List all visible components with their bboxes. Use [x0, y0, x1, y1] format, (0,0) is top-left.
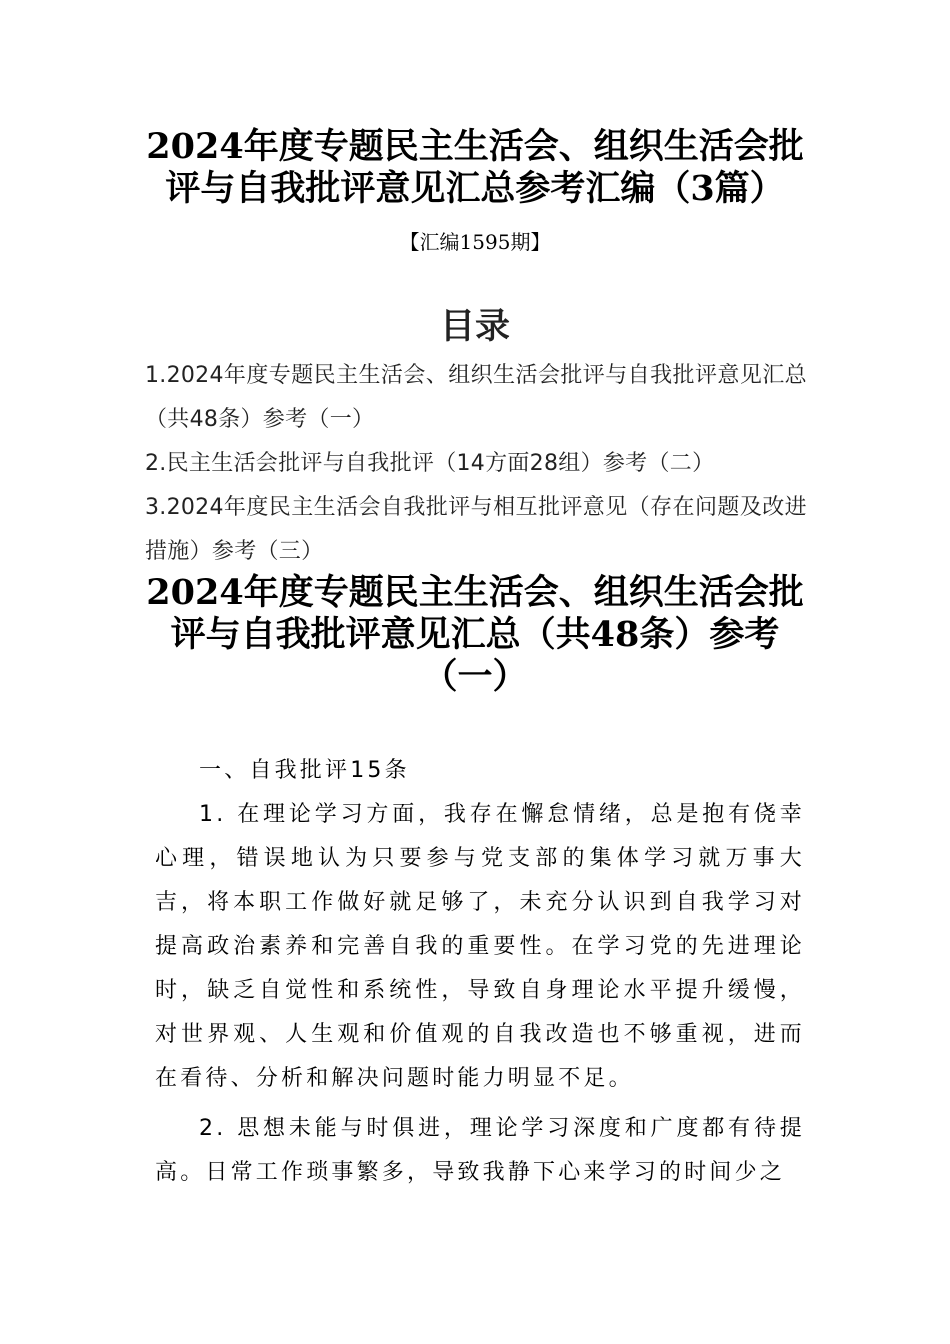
- toc-item-3[interactable]: 3.2024年度民主生活会自我批评与相互批评意见（存在问题及改进措施）参考（三）: [145, 495, 807, 564]
- paragraph-2: 2. 思想未能与时俱进，理论学习深度和广度都有待提高。日常工作琐事繁多，导致我静下心来学习的时间少之: [155, 1116, 805, 1185]
- toc-item-2[interactable]: 2.民主生活会批评与自我批评（14方面28组）参考（二）: [145, 451, 715, 476]
- article-title: 2024年度专题民主生活会、组织生活会批评与自我批评意见汇总（共48条）参考（一）: [146, 572, 804, 697]
- table-of-contents: [145, 354, 807, 574]
- paragraph-1: 1. 在理论学习方面，我存在懈怠情绪，总是抱有侥幸心理，错误地认为只要参与党支部的集体学习就万事大吉，将本职工作做好就足够了，未充分认识到自我学习对提高政治素养和完善自我的重要性。在学习党的先进理论时，缺乏自觉性和系统性，导致自身理论水平提升缓慢，对世界观、人生观和价值观的自我改造也不够重视，进而在看待、分析和解决问题时能力明显不足。: [155, 802, 805, 1091]
- section-heading: 一、自我批评15条: [199, 758, 410, 783]
- toc-heading: 目录: [439, 306, 510, 347]
- issue-number: 【汇编1595期】: [399, 230, 551, 254]
- document-title: 2024年度专题民主生活会、组织生活会批评与自我批评意见汇总参考汇编（3篇）: [146, 126, 804, 209]
- article-body: [155, 749, 805, 1195]
- toc-item-1[interactable]: 1.2024年度专题民主生活会、组织生活会批评与自我批评意见汇总（共48条）参考（一）: [145, 363, 807, 432]
